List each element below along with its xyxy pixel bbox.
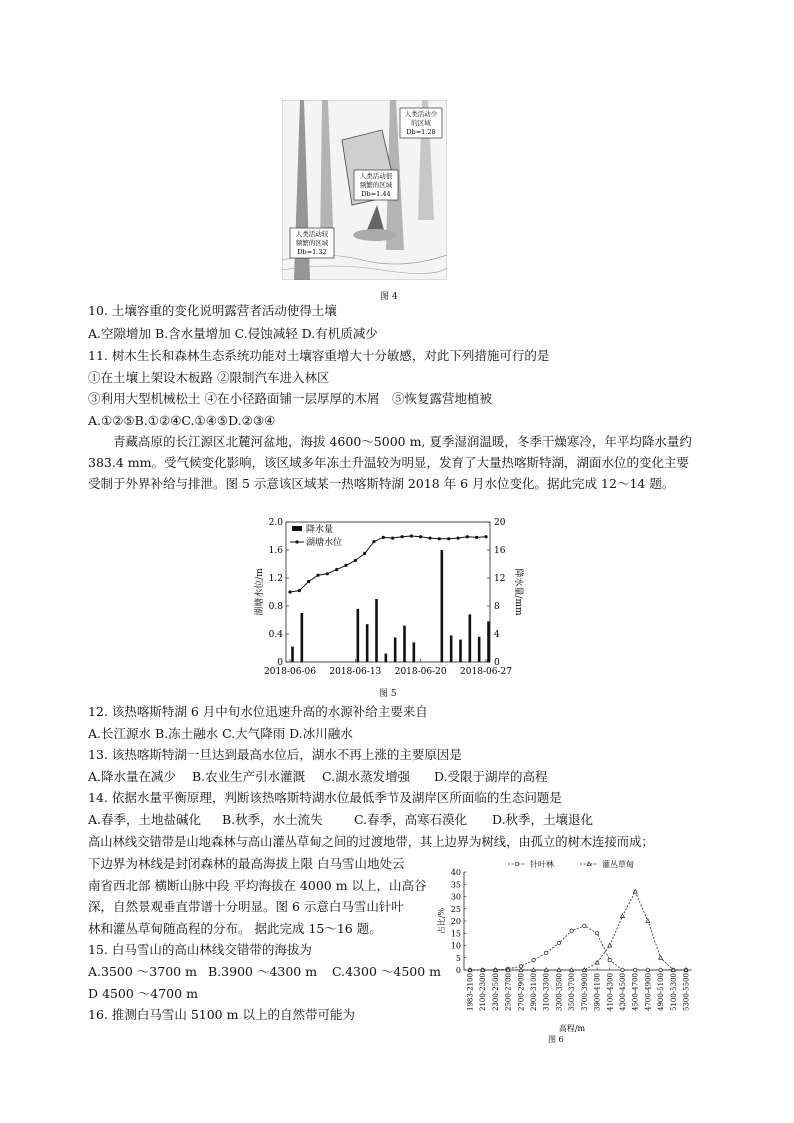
legend-precip-label: 降水量 xyxy=(306,525,334,535)
lake-level-precipitation-chart xyxy=(250,512,532,682)
x-tick-label: 2018-06-06 xyxy=(264,667,316,677)
option-c: C.4300 ～4500 m xyxy=(332,964,442,979)
lake-level-point xyxy=(428,537,431,540)
x-tick-label: 2300-2500 xyxy=(491,973,500,1011)
question-11-stem: 11. 树木生长和森林生态系统功能对土壤容重增大十分敏感，对此下列措施可行的是 xyxy=(88,348,550,363)
x-tick-label: 5100-5300 xyxy=(669,973,678,1011)
x-tick-label: 3700-3900 xyxy=(580,973,589,1011)
y-tick-label: 15 xyxy=(450,929,461,939)
conifer-point xyxy=(608,959,611,962)
option-a: A.3500 ～3700 m xyxy=(88,964,197,979)
shrub-meadow-point xyxy=(633,889,637,893)
x-tick-label: 3500-3700 xyxy=(568,973,577,1011)
option-b: B.3900 ～4300 m xyxy=(208,964,318,979)
option-c: C.春季，高寒石漠化 xyxy=(354,812,468,827)
y-axis-label: 占比/% xyxy=(437,907,446,935)
y-tick-label: 30 xyxy=(450,892,461,902)
question-11-measures-2: ③利用大型机械松土 ④在小径路面铺一层厚厚的木屑 ⑤恢复露营地植被 xyxy=(88,391,492,406)
lake-level-point xyxy=(326,572,329,575)
passage-treeline-4: 深，自然景观垂直带谱十分明显。图 6 示意白马雪山针叶 xyxy=(88,899,404,914)
y2-tick-label: 4 xyxy=(494,630,500,640)
conifer-point xyxy=(646,968,649,971)
x-tick-label: 4900-5100 xyxy=(657,973,666,1011)
y2-tick-label: 20 xyxy=(494,518,506,528)
lake-level-point xyxy=(456,537,459,540)
conifer-point xyxy=(583,924,586,927)
precip-bar xyxy=(385,654,388,662)
shrub-meadow-point xyxy=(620,914,624,918)
precip-bar xyxy=(394,638,397,663)
x-tick-label: 1983-2100 xyxy=(466,973,475,1011)
y2-axis-label: 降水量/mm xyxy=(513,568,523,616)
question-10-options: A.空隙增加 B.含水量增加 C.侵蚀减轻 D.有机质减少 xyxy=(88,326,378,341)
label-text: 人类活动较 xyxy=(295,230,329,238)
x-tick-label: 2018-06-13 xyxy=(329,667,382,677)
question-11-measures-1: ①在土壤上架设木板路 ②限制汽车进入林区 xyxy=(88,370,330,385)
lake-level-point xyxy=(447,537,450,540)
label-text: 的区域 xyxy=(411,119,431,127)
shrub-meadow-point xyxy=(608,943,612,947)
y-tick-label: 40 xyxy=(450,868,461,877)
y-tick-label: 2.0 xyxy=(268,518,283,528)
question-15-stem: 15. 白马雪山的高山林线交错带的海拔为 xyxy=(88,942,312,957)
x-tick-label: 3300-3500 xyxy=(555,973,564,1011)
lake-level-point xyxy=(382,536,385,539)
y-tick-label: 0 xyxy=(277,658,283,668)
y2-tick-label: 12 xyxy=(494,574,506,584)
lake-level-point xyxy=(466,535,469,538)
lake-level-point xyxy=(400,535,403,538)
question-12-stem: 12. 该热喀斯特湖 6 月中旬水位迅速升高的水源补给主要来自 xyxy=(88,704,428,719)
conifer-point xyxy=(621,968,624,971)
lake-level-point xyxy=(438,537,441,540)
lake-level-point xyxy=(288,590,291,593)
y-tick-label: 5 xyxy=(455,953,461,963)
lake-level-point xyxy=(372,540,375,543)
question-16-stem: 16. 推测白马雪山 5100 m 以上的自然带可能为 xyxy=(88,1007,355,1022)
label-box-very-frequent xyxy=(354,170,398,200)
x-tick-label: 5300-5500 xyxy=(682,973,691,1011)
question-14-stem: 14. 依据水量平衡原理，判断该热喀斯特湖水位最低季节及湖岸区所面临的生态问题是 xyxy=(88,790,562,805)
option-c: C.湖水蒸发增强 xyxy=(322,769,411,784)
label-text: Db=1.44 xyxy=(361,190,391,198)
y-tick-label: 20 xyxy=(450,917,461,926)
lake-level-point xyxy=(363,552,366,555)
shrub-meadow-point xyxy=(646,919,650,923)
precip-bar xyxy=(357,609,360,662)
y-tick-label: 0 xyxy=(455,966,461,975)
lake-level-point xyxy=(298,589,301,592)
option-b: B.农业生产引水灌溉 xyxy=(192,769,306,784)
x-tick-label: 4300-4500 xyxy=(618,973,627,1011)
passage-treeline-5: 林和灌丛草甸随高程的分布。 据此完成 15～16 题。 xyxy=(88,921,382,936)
y-tick-label: 0.8 xyxy=(268,602,283,612)
x-tick-label: 2018-06-27 xyxy=(460,667,512,677)
precip-bar xyxy=(459,640,462,662)
campsite-sketch-figure xyxy=(282,100,447,280)
x-tick-label: 2900-3100 xyxy=(530,973,539,1011)
lake-level-point xyxy=(335,568,338,571)
question-10-stem: 10. 土壤容重的变化说明露营者活动使得土壤 xyxy=(88,303,337,318)
precip-bar xyxy=(403,626,406,662)
option-d: D.秋季，土壤退化 xyxy=(492,812,594,827)
figure-6-caption: 图 6 xyxy=(548,1035,564,1044)
y2-tick-label: 0 xyxy=(494,658,500,668)
conifer-line xyxy=(470,926,686,970)
legend-conifer-label: 针叶林 xyxy=(530,860,554,869)
passage-treeline-2: 下边界为林线是封闭森林的最高海拔上限 白马雪山地处云 xyxy=(88,856,405,871)
label-text: Db=1.28 xyxy=(406,128,436,136)
y-tick-label: 25 xyxy=(450,904,461,914)
question-13-options xyxy=(88,768,548,786)
precip-bar xyxy=(366,624,369,662)
fire-ring-icon xyxy=(353,229,397,241)
legend-level-label: 湖塘水位 xyxy=(306,538,343,548)
x-tick-label: 4500-4700 xyxy=(631,973,640,1011)
x-tick-label: 2500-2700 xyxy=(504,973,513,1011)
conifer-point xyxy=(557,941,560,944)
question-12-options: A.长江源水 B.冻土融水 C.大气降雨 D.冰川融水 xyxy=(88,726,353,741)
passage-treeline-3: 南省西北部 横断山脉中段 平均海拔在 4000 m 以上，山高谷 xyxy=(88,878,427,893)
x-tick-label: 2018-06-20 xyxy=(394,667,447,677)
lake-level-point xyxy=(484,535,487,538)
label-box-low-activity xyxy=(400,108,442,138)
label-box-frequent xyxy=(290,228,334,258)
x-tick-label: 2100-2300 xyxy=(479,973,488,1011)
lake-level-point xyxy=(419,535,422,538)
conifer-point xyxy=(595,932,598,935)
precip-bar xyxy=(291,647,294,662)
conifer-point xyxy=(545,951,548,954)
y-tick-label: 1.6 xyxy=(268,546,283,556)
passage-treeline-1: 高山林线交错带是山地森林与高山灌丛草甸之间的过渡地带，其上边界为树线，由孤立的树木连接而成； xyxy=(88,835,654,849)
legend-conifer-marker xyxy=(515,862,518,865)
conifer-point xyxy=(532,959,535,962)
x-axis-label: 高程/m xyxy=(558,1024,586,1033)
label-text: Db=1.32 xyxy=(297,248,327,256)
label-text: 人类活动少 xyxy=(404,110,438,118)
option-a: A.春季，土地盐碱化 xyxy=(88,812,202,827)
question-11-options: A.①②⑤B.①②④C.①④⑤D.②③④ xyxy=(88,413,276,428)
lake-level-point xyxy=(316,574,319,577)
figure-4-caption: 图 4 xyxy=(380,292,398,302)
y2-tick-label: 16 xyxy=(494,546,506,556)
label-text: 频繁的区域 xyxy=(359,181,393,189)
precip-bar xyxy=(375,599,378,662)
legend-shrub-label: 灌丛草甸 xyxy=(602,860,634,869)
question-15-options-row2: D 4500 ～4700 m xyxy=(88,986,198,1001)
option-b: B.秋季，水土流失 xyxy=(222,812,323,827)
conifer-point xyxy=(659,968,662,971)
x-tick-label: 3900-4100 xyxy=(593,973,602,1011)
shrub-meadow-point xyxy=(659,956,663,960)
precip-bar xyxy=(478,637,481,662)
x-tick-label: 4700-4900 xyxy=(644,973,653,1011)
passage-thermokarst: 青藏高原的长江源区北麓河盆地，海拔 4600～5000 m, 夏季湿润温暖，冬季干燥寒冷，年平均降水量约 383.4 mm。受气候变化影响，该区域多年冻土升温较为明显，发育了大量热喀斯特湖，湖面水位的变化主要受制于外界补给与排泄。图 5 示意该区域某一热喀斯特湖 2018 年 6 月水位变化。据此完成 12～14 题。 xyxy=(88,434,692,491)
lake-level-point xyxy=(344,564,347,567)
option-d: D.受限于湖岸的高程 xyxy=(434,769,548,784)
y-tick-label: 1.2 xyxy=(268,574,283,584)
y-tick-label: 0.4 xyxy=(268,630,283,640)
precip-bar xyxy=(450,635,453,662)
option-a: A.降水量在减少 xyxy=(88,769,177,784)
question-13-stem: 13. 该热喀斯特湖一旦达到最高水位后，湖水不再上涨的主要原因是 xyxy=(88,747,462,762)
label-text: 频繁的区域 xyxy=(295,239,329,247)
question-15-options-row1 xyxy=(88,963,441,981)
precip-bar xyxy=(301,613,304,662)
precip-bar xyxy=(469,614,472,662)
conifer-point xyxy=(570,929,573,932)
lake-level-point xyxy=(307,580,310,583)
legend-line-marker xyxy=(295,540,298,543)
x-tick-label: 2700-2900 xyxy=(517,973,526,1011)
lake-level-point xyxy=(475,536,478,539)
lake-level-point xyxy=(391,537,394,540)
figure-5-caption: 图 5 xyxy=(379,689,397,699)
legend-bar-swatch xyxy=(292,526,302,531)
x-tick-label: 3100-3300 xyxy=(542,973,551,1011)
lake-level-point xyxy=(410,534,413,537)
y-tick-label: 10 xyxy=(450,941,461,951)
shrub-meadow-line xyxy=(470,892,686,970)
precip-bar xyxy=(413,642,416,662)
y-axis-label: 湖塘水位/m xyxy=(255,568,265,616)
x-tick-label: 4100-4300 xyxy=(606,973,615,1011)
y-tick-label: 35 xyxy=(450,880,461,890)
vegetation-elevation-chart xyxy=(430,858,700,1048)
precip-bar xyxy=(441,550,444,662)
question-14-options xyxy=(88,811,593,829)
lake-level-point xyxy=(354,559,357,562)
conifer-point xyxy=(633,968,636,971)
label-text: 人类活动很 xyxy=(359,172,393,180)
y2-tick-label: 8 xyxy=(494,602,500,612)
precip-bar xyxy=(487,621,490,662)
